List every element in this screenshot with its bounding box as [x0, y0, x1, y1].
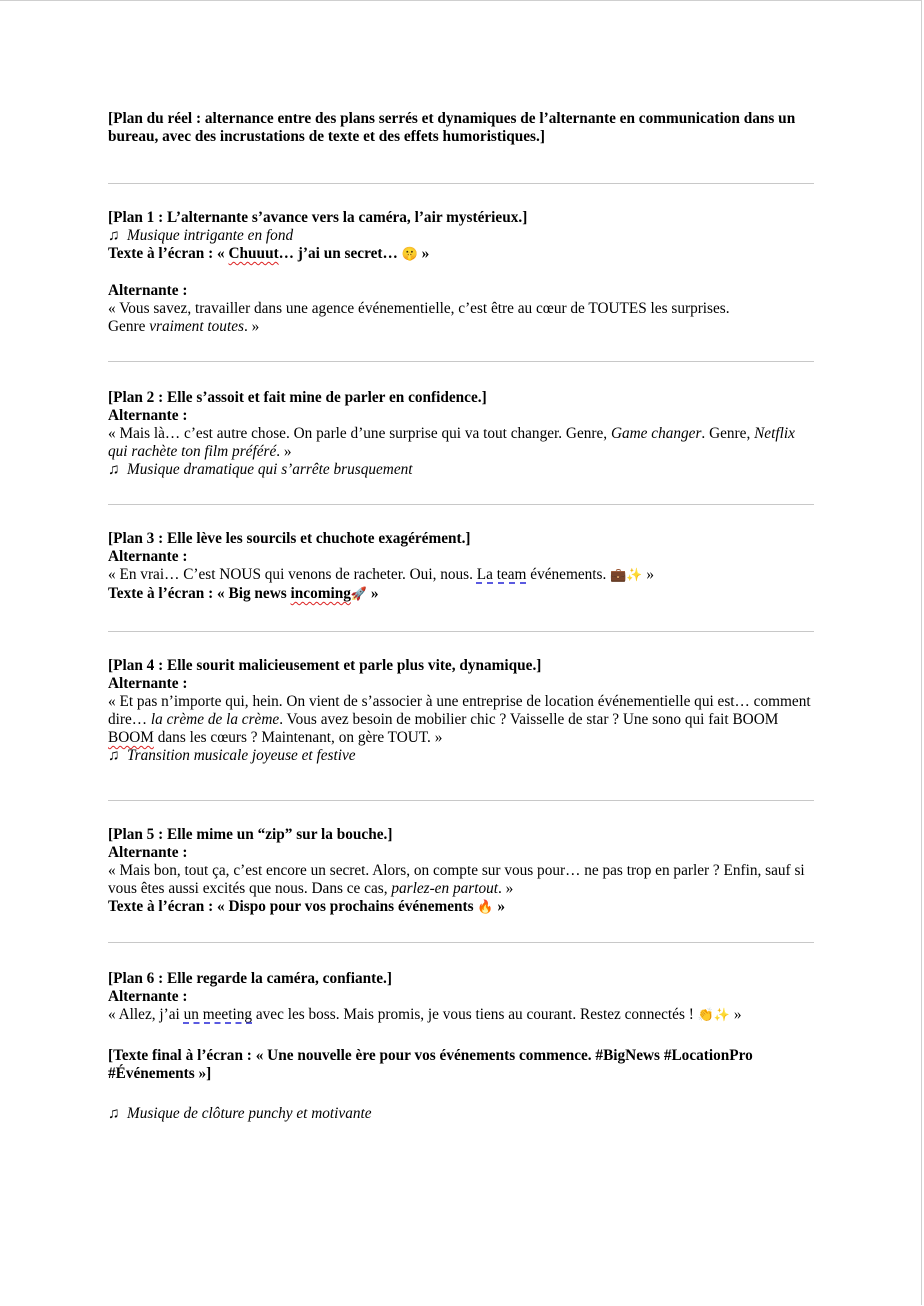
- text-run: « Allez, j’ai: [108, 1006, 184, 1023]
- italic-run: Game changer: [610, 425, 702, 442]
- screen-prefix: Texte à l’écran : « Big news: [108, 585, 291, 602]
- text-run: « Et pas n’importe qui, hein. On vient de s’associer à une entreprise de location événementielle qui est… comment dire…: [108, 693, 811, 728]
- italic-run: la crème de la crème: [150, 711, 280, 728]
- screen-end: »: [493, 898, 506, 915]
- sparkles-icon: ✨: [626, 568, 643, 583]
- plan6-speaker: Alternante :: [108, 988, 188, 1005]
- text-run: . »: [276, 443, 292, 460]
- screen-end: »: [367, 585, 379, 602]
- grammar-flag-word: un meeting: [183, 1006, 253, 1023]
- screen-rest: … j’ai un secret…: [278, 245, 402, 262]
- plan4-heading: [Plan 4 : Elle sourit malicieusement et parle plus vite, dynamique.]: [108, 657, 542, 674]
- music-note-icon: ♫: [108, 1105, 120, 1122]
- plan2-heading: [Plan 2 : Elle s’assoit et fait mine de parler en confidence.]: [108, 389, 487, 406]
- briefcase-icon: 💼: [610, 568, 627, 583]
- plan1-heading: [Plan 1 : L’alternante s’avance vers la caméra, l’air mystérieux.]: [108, 209, 528, 226]
- italic-run: parlez-en partout: [391, 880, 498, 897]
- plan1-music: [108, 227, 814, 245]
- text-run: . Vous avez besoin de mobilier chic ? Vaisselle de star ? Une sono qui fait BOOM: [279, 711, 779, 728]
- screen-end: »: [417, 245, 430, 262]
- fire-icon: 🔥: [477, 900, 494, 915]
- plan4-dialogue: [108, 693, 814, 747]
- sparkles-icon: ✨: [713, 1008, 731, 1023]
- plan1-line1: « Vous savez, travailler dans une agence événementielle, c’est être au cœur de TOUTES les surprises.: [108, 300, 730, 317]
- italic-run: vraiment toutes: [149, 318, 244, 335]
- music-note-icon: ♫: [108, 747, 120, 764]
- spellcheck-word: incoming: [290, 585, 351, 602]
- plan1-line2: [108, 318, 814, 336]
- document-body: [108, 110, 814, 1123]
- text-run: événements.: [526, 566, 611, 583]
- plan6-music-text: Musique de clôture punchy et motivante: [127, 1105, 372, 1122]
- spellcheck-word: BOOM: [108, 729, 154, 746]
- shushing-face-icon: 🤫: [401, 247, 418, 262]
- text-run: »: [730, 1006, 742, 1023]
- rocket-icon: 🚀: [350, 587, 368, 602]
- text-run: »: [642, 566, 654, 583]
- plan5-heading: [Plan 5 : Elle mime un “zip” sur la bouche.]: [108, 826, 393, 843]
- plan6-final-screen-text: [Texte final à l’écran : « Une nouvelle ère pour vos événements commence. #BigNews #LocationPro #Événements »]: [108, 1047, 753, 1082]
- music-note-icon: ♫: [108, 227, 120, 244]
- plan1-speaker: Alternante :: [108, 282, 188, 299]
- text-run: Genre: [108, 318, 150, 335]
- plan6-heading: [Plan 6 : Elle regarde la caméra, confiante.]: [108, 970, 392, 987]
- screen-prefix: Texte à l’écran : « Dispo pour vos prochains événements: [108, 898, 478, 915]
- plan3-screen-text: [108, 585, 814, 604]
- plan5-dialogue: [108, 862, 814, 898]
- grammar-flag-word: La team: [476, 566, 527, 583]
- plan4-music: [108, 747, 814, 765]
- plan3-dialogue: [108, 566, 814, 585]
- text-run: avec les boss. Mais promis, je vous tiens au courant. Restez connectés !: [252, 1006, 698, 1023]
- plan5-speaker: Alternante :: [108, 844, 188, 861]
- text-run: « Mais là… c’est autre chose. On parle d’une surprise qui va tout changer. Genre,: [108, 425, 611, 442]
- plan5-screen-text: [108, 898, 814, 917]
- text-run: « Mais bon, tout ça, c’est encore un secret. Alors, on compte sur vous pour… ne pas trop en parler ? Enfin, sauf si vous êtes aussi excités que nous. Dans ce cas,: [108, 862, 805, 897]
- italic-run: Netflix qui rachète ton film préféré: [108, 425, 795, 460]
- text-run: . Genre,: [701, 425, 755, 442]
- text-run: . »: [243, 318, 260, 335]
- plan6-dialogue: [108, 1006, 814, 1025]
- plan2-dialogue: [108, 425, 814, 461]
- plan4-speaker: Alternante :: [108, 675, 188, 692]
- spellcheck-word: Chuuut: [228, 245, 279, 262]
- clapping-hands-icon: 👏: [697, 1008, 714, 1023]
- music-note-icon: ♫: [108, 461, 120, 478]
- plan2-music: [108, 461, 814, 479]
- intro-paragraph: [Plan du réel : alternance entre des plans serrés et dynamiques de l’alternante en communication dans un bureau, avec des incrustations de texte et des effets humoristiques.]: [108, 110, 796, 145]
- text-run: . »: [498, 880, 514, 897]
- plan2-music-text: Musique dramatique qui s’arrête brusquement: [127, 461, 413, 478]
- plan3-speaker: Alternante :: [108, 548, 188, 565]
- text-run: « En vrai… C’est NOUS qui venons de racheter. Oui, nous.: [108, 566, 477, 583]
- plan3-heading: [Plan 3 : Elle lève les sourcils et chuchote exagérément.]: [108, 530, 471, 547]
- plan2-speaker: Alternante :: [108, 407, 188, 424]
- plan1-music-text: Musique intrigante en fond: [127, 227, 294, 244]
- text-run: dans les cœurs ? Maintenant, on gère TOUT. »: [153, 729, 443, 746]
- plan6-music: [108, 1105, 814, 1123]
- plan1-screen-text: [108, 245, 814, 264]
- screen-prefix: Texte à l’écran : «: [108, 245, 229, 262]
- plan4-music-text: Transition musicale joyeuse et festive: [127, 747, 356, 764]
